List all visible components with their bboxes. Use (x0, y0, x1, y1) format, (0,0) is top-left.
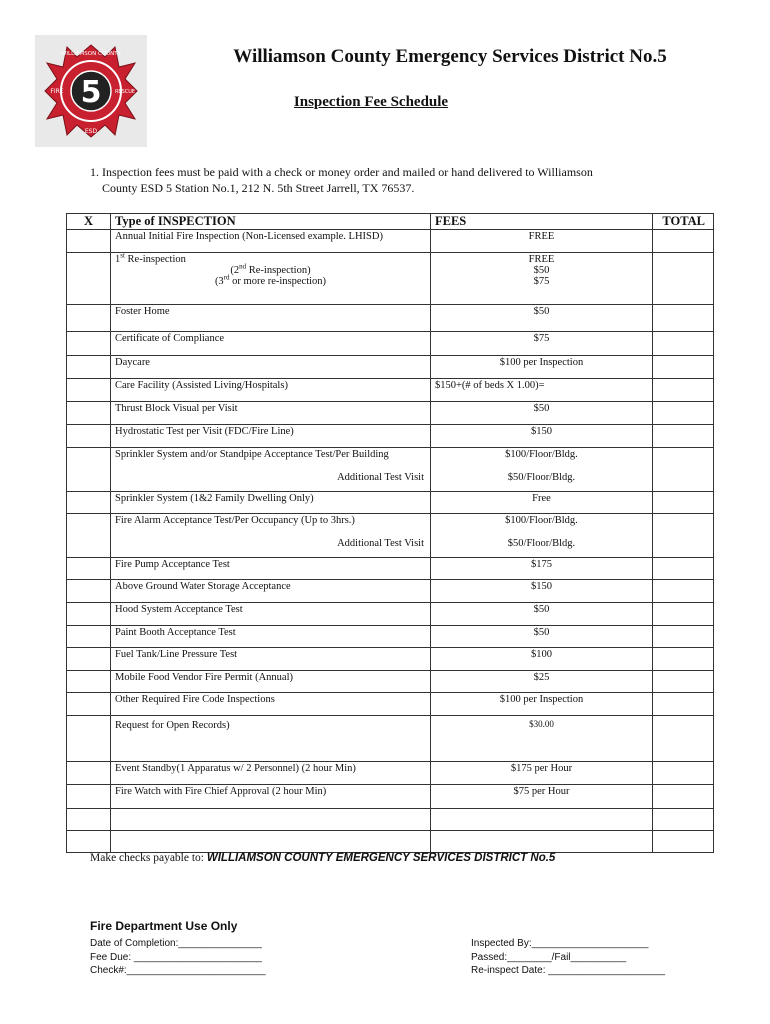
row-total-cell[interactable] (653, 332, 714, 356)
row-check-cell[interactable] (67, 580, 111, 603)
payable-name: WILLIAMSON COUNTY EMERGENCY SERVICES DISTRICT No.5 (206, 852, 556, 864)
row-type-blank[interactable] (111, 809, 431, 831)
row-fee: $50 (431, 626, 653, 648)
row-total-cell[interactable] (653, 448, 714, 492)
row-type: Above Ground Water Storage Acceptance (111, 580, 431, 603)
row-type: Request for Open Records) (111, 716, 431, 762)
row-type-blank[interactable] (111, 831, 431, 853)
row-total-cell[interactable] (653, 253, 714, 305)
table-row (67, 762, 714, 785)
row-fee: $75 per Hour (431, 785, 653, 809)
maltese-cross-icon (35, 35, 147, 147)
row-check-cell[interactable] (67, 626, 111, 648)
table-row (67, 402, 714, 425)
row-total-cell[interactable] (653, 492, 714, 514)
row-fee: $175 (431, 558, 653, 580)
row-check-cell[interactable] (67, 671, 111, 693)
row-type: Hood System Acceptance Test (111, 603, 431, 626)
row-fee: $150+(# of beds X 1.00)= (431, 379, 653, 402)
row-total-cell[interactable] (653, 425, 714, 448)
column-header-total: TOTAL (653, 214, 714, 230)
row-type: Paint Booth Acceptance Test (111, 626, 431, 648)
row-total-cell[interactable] (653, 716, 714, 762)
table-row (67, 558, 714, 580)
row-fee: $100/Floor/Bldg. $50/Floor/Bldg. (431, 514, 653, 558)
payment-note-line1: 1. Inspection fees must be paid with a check or money order and mailed or hand delivered to Williamson (90, 165, 593, 179)
row-type: Event Standby(1 Apparatus w/ 2 Personnel) (2 hour Min) (111, 762, 431, 785)
row-total-cell[interactable] (653, 514, 714, 558)
row-fee: FREE $50 $75 (431, 253, 653, 305)
row-check-cell[interactable] (67, 402, 111, 425)
row-total-cell[interactable] (653, 379, 714, 402)
row-type: Fire Alarm Acceptance Test/Per Occupancy (Up to 3hrs.) Additional Test Visit (111, 514, 431, 558)
row-type: Annual Initial Fire Inspection (Non-Licensed example. LHISD) (111, 230, 431, 253)
row-type: Hydrostatic Test per Visit (FDC/Fire Line) (111, 425, 431, 448)
passed-fail-field[interactable]: Passed:________/Fail__________ (471, 951, 627, 963)
table-row (67, 648, 714, 671)
svg-text:ESD: ESD (84, 128, 98, 135)
table-row (67, 305, 714, 332)
department-use-title: Fire Department Use Only (90, 919, 238, 933)
column-header-x: X (67, 214, 111, 230)
row-check-cell[interactable] (67, 785, 111, 809)
table-row (67, 492, 714, 514)
table-row-blank (67, 831, 714, 853)
row-check-cell[interactable] (67, 379, 111, 402)
row-fee-blank[interactable] (431, 809, 653, 831)
row-total-cell[interactable] (653, 603, 714, 626)
row-type: Foster Home (111, 305, 431, 332)
row-check-cell[interactable] (67, 492, 111, 514)
table-row-blank (67, 809, 714, 831)
table-row (67, 603, 714, 626)
table-row (67, 514, 714, 558)
row-fee: $150 (431, 425, 653, 448)
table-row (67, 230, 714, 253)
svg-text:RESCUE: RESCUE (114, 89, 136, 95)
table-row (67, 356, 714, 379)
department-use-right (471, 937, 665, 978)
row-total-cell[interactable] (653, 402, 714, 425)
row-total-cell[interactable] (653, 305, 714, 332)
row-check-cell[interactable] (67, 648, 111, 671)
row-type: Thrust Block Visual per Visit (111, 402, 431, 425)
row-check-cell[interactable] (67, 425, 111, 448)
row-fee-blank[interactable] (431, 831, 653, 853)
row-check-cell[interactable] (67, 693, 111, 716)
payment-note (90, 164, 650, 196)
row-fee: $75 (431, 332, 653, 356)
page-subtitle: Inspection Fee Schedule (293, 94, 449, 110)
table-row (67, 693, 714, 716)
row-type: Other Required Fire Code Inspections (111, 693, 431, 716)
row-fee: $100 per Inspection (431, 356, 653, 379)
department-use-left (90, 937, 266, 978)
page-title: Williamson County Emergency Services District No.5 (233, 46, 667, 67)
payable-label: Make checks payable to: (90, 852, 207, 864)
row-fee: $100 per Inspection (431, 693, 653, 716)
fee-table (66, 213, 714, 853)
check-number-field[interactable]: Check#:_________________________ (90, 965, 266, 976)
row-check-cell[interactable] (67, 230, 111, 253)
row-fee: $50 (431, 402, 653, 425)
row-fee: $50 (431, 305, 653, 332)
row-fee: $175 per Hour (431, 762, 653, 785)
row-check-cell[interactable] (67, 514, 111, 558)
table-row (67, 379, 714, 402)
row-total-cell[interactable] (653, 671, 714, 693)
row-fee: $30.00 (431, 716, 653, 762)
svg-text:FIRE: FIRE (50, 88, 64, 95)
row-total-cell[interactable] (653, 785, 714, 809)
table-row (67, 671, 714, 693)
esd-logo (35, 35, 147, 147)
row-type: Mobile Food Vendor Fire Permit (Annual) (111, 671, 431, 693)
row-total-cell[interactable] (653, 809, 714, 831)
row-fee: FREE (431, 230, 653, 253)
row-check-cell[interactable] (67, 716, 111, 762)
table-row (67, 785, 714, 809)
row-total-cell[interactable] (653, 648, 714, 671)
row-fee: Free (431, 492, 653, 514)
row-check-cell[interactable] (67, 831, 111, 853)
row-type: Sprinkler System (1&2 Family Dwelling Only) (111, 492, 431, 514)
row-check-cell[interactable] (67, 253, 111, 305)
svg-text:5: 5 (80, 75, 102, 110)
row-check-cell[interactable] (67, 558, 111, 580)
row-check-cell[interactable] (67, 809, 111, 831)
table-header-row (67, 214, 714, 230)
row-type: Fire Pump Acceptance Test (111, 558, 431, 580)
row-fee: $150 (431, 580, 653, 603)
table-row (67, 332, 714, 356)
column-header-fees: FEES (431, 214, 653, 230)
row-fee: $50 (431, 603, 653, 626)
table-row (67, 580, 714, 603)
row-fee: $100/Floor/Bldg. $50/Floor/Bldg. (431, 448, 653, 492)
table-row (67, 425, 714, 448)
payable-note (90, 852, 555, 864)
fee-due-field[interactable]: Fee Due: _______________________ (90, 951, 262, 963)
row-check-cell[interactable] (67, 305, 111, 332)
row-total-cell[interactable] (653, 558, 714, 580)
reinspect-date-field[interactable]: Re-inspect Date: _____________________ (471, 965, 666, 976)
row-total-cell[interactable] (653, 831, 714, 853)
table-row (67, 716, 714, 762)
column-header-type: Type of INSPECTION (111, 214, 431, 230)
row-total-cell[interactable] (653, 230, 714, 253)
svg-text:WILLIAMSON COUNTY: WILLIAMSON COUNTY (60, 51, 122, 57)
table-row (67, 448, 714, 492)
row-total-cell[interactable] (653, 580, 714, 603)
date-of-completion-field[interactable]: Date of Completion:_______________ (90, 938, 262, 949)
row-check-cell[interactable] (67, 356, 111, 379)
row-check-cell[interactable] (67, 332, 111, 356)
row-total-cell[interactable] (653, 693, 714, 716)
row-fee: $25 (431, 671, 653, 693)
row-type: 1st Re-inspection (2nd Re-inspection) (3rd or more re-inspection) (111, 253, 431, 305)
row-check-cell[interactable] (67, 448, 111, 492)
payment-note-line2: County ESD 5 Station No.1, 212 N. 5th Street Jarrell, TX 76537. (102, 181, 415, 195)
row-check-cell[interactable] (67, 762, 111, 785)
row-check-cell[interactable] (67, 603, 111, 626)
row-fee: $100 (431, 648, 653, 671)
row-type: Daycare (111, 356, 431, 379)
row-type: Fire Watch with Fire Chief Approval (2 hour Min) (111, 785, 431, 809)
row-type: Sprinkler System and/or Standpipe Acceptance Test/Per Building Additional Test Visit (111, 448, 431, 492)
row-total-cell[interactable] (653, 356, 714, 379)
table-row (67, 626, 714, 648)
row-type: Fuel Tank/Line Pressure Test (111, 648, 431, 671)
row-total-cell[interactable] (653, 626, 714, 648)
row-total-cell[interactable] (653, 762, 714, 785)
row-type: Care Facility (Assisted Living/Hospitals) (111, 379, 431, 402)
inspected-by-field[interactable]: Inspected By:_____________________ (471, 938, 649, 949)
row-type: Certificate of Compliance (111, 332, 431, 356)
table-row (67, 253, 714, 305)
